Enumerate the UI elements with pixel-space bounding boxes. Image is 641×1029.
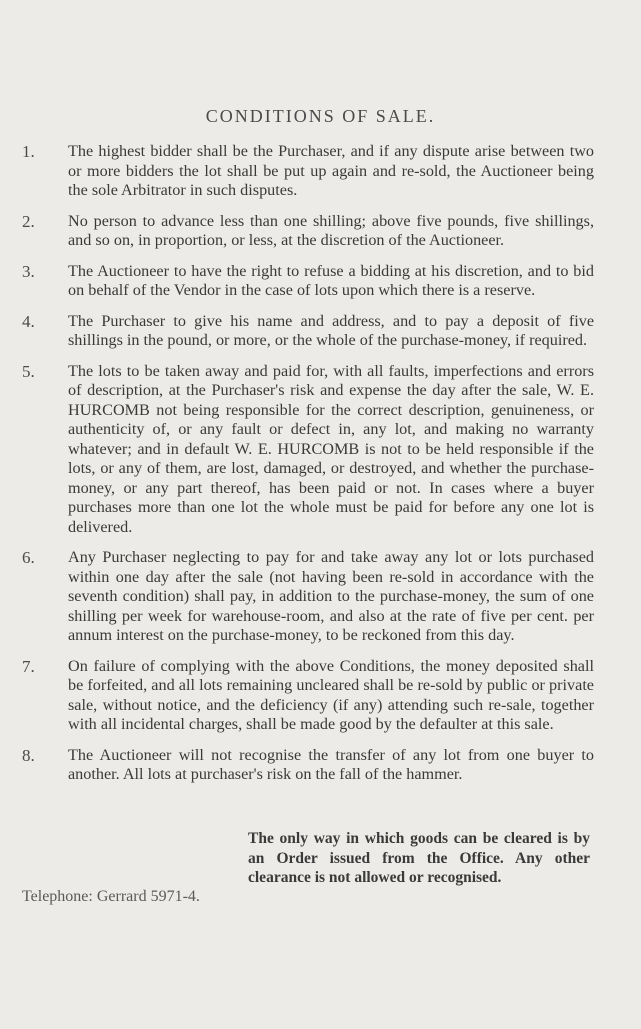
condition-item (22, 212, 594, 251)
condition-number: 1. (22, 142, 35, 161)
condition-number: 7. (22, 656, 35, 676)
condition-number: 2. (22, 211, 35, 231)
condition-number: 4. (22, 311, 35, 331)
condition-number: 8. (22, 745, 35, 765)
condition-text: On failure of complying with the above Conditions, the money deposited shall be forfeited, and all lots remaining uncleared shall be re-sold by public or private sale, without notice, and the deficiency (if any) attending such re-sale, together with all incidental charges, shall be made good by the defaulter at this sale. (68, 656, 594, 733)
condition-number: 5. (22, 361, 35, 381)
condition-number: 3. (22, 261, 35, 281)
telephone-line: Telephone: Gerrard 5971-4. (22, 888, 200, 905)
condition-item (22, 262, 594, 301)
condition-text: The lots to be taken away and paid for, with all faults, imperfections and errors of description, at the Purchaser's risk and expense the day after the sale, W. E. HURCOMB not being responsible for the correct description, genuineness, or authenticity of, or any fault or defect in, any lot, and making no warranty whatever; and in default W. E. HURCOMB is not to be held responsible if the lots, or any of them, are lost, damaged, or destroyed, and whether the purchase-money, or any part thereof, has been paid or not. In cases where a buyer purchases more than one lot the whole must be paid for before any one lot is delivered. (68, 361, 594, 536)
condition-item (22, 657, 594, 735)
condition-text: The Purchaser to give his name and address, and to pay a deposit of five shillings in the pound, or more, or the whole of the purchase-money, if required. (68, 311, 594, 349)
condition-item (22, 548, 594, 646)
condition-item (22, 142, 594, 201)
condition-item (22, 362, 594, 538)
condition-text: No person to advance less than one shilling; above five pounds, five shillings, and so on, in proportion, or less, at the discretion of the Auctioneer. (68, 211, 594, 249)
conditions-list (22, 142, 594, 796)
condition-text: The highest bidder shall be the Purchaser, and if any dispute arise between two or more bidders the lot shall be put up again and re-sold, the Auctioneer being the sole Arbitrator in such disputes. (68, 142, 594, 199)
condition-text: The Auctioneer to have the right to refuse a bidding at his discretion, and to bid on behalf of the Vendor in the case of lots upon which there is a reserve. (68, 261, 594, 299)
condition-text: Any Purchaser neglecting to pay for and take away any lot or lots purchased within one day after the sale (not having been re-sold in accordance with the seventh condition) shall pay, in addition to the purchase-money, the sum of one shilling per week for warehouse-room, and also at the rate of five per cent. per annum interest on the purchase-money, to be reckoned from this day. (68, 548, 594, 644)
clearance-notice: The only way in which goods can be cleared is by an Order issued from the Office. Any other clearance is not allowed or recognised. (248, 830, 590, 886)
condition-number: 6. (22, 548, 35, 567)
condition-item (22, 746, 594, 785)
condition-item (22, 312, 594, 351)
condition-text: The Auctioneer will not recognise the transfer of any lot from one buyer to another. All lots at purchaser's risk on the fall of the hammer. (68, 745, 594, 783)
page-title: CONDITIONS OF SALE. (205, 106, 436, 126)
